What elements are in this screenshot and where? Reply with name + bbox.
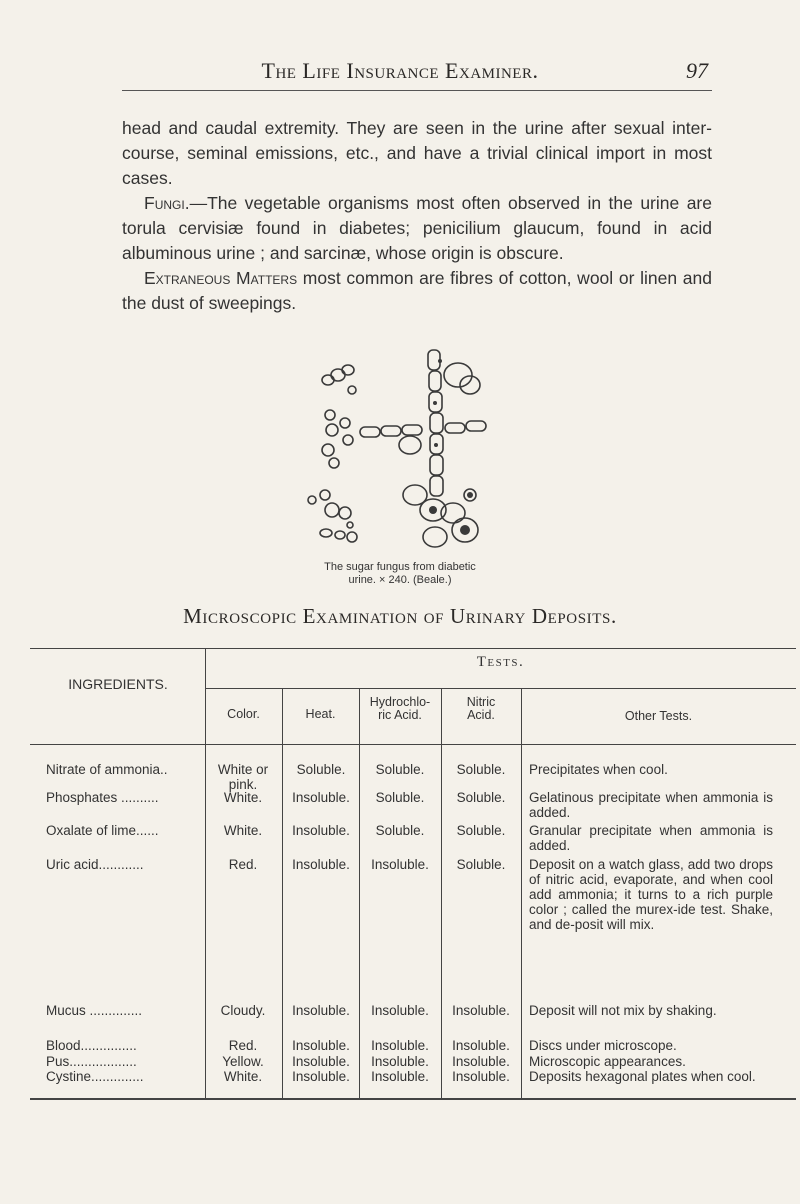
heat-cell: Insoluble. [292,790,350,805]
tests-header: Tests. [476,654,525,670]
nitric-header-line-1: Nitric [466,695,496,709]
hcl-cell: Insoluble. [371,1038,429,1053]
color-cell [205,762,281,792]
hcl-header [359,696,441,722]
other-cell: Deposit will not mix by shaking. [529,1003,717,1018]
other-cell: Deposit on a watch glass, add two drops of nitric acid, evaporate, and when cool add ammonia; it turns to a rich purple color ; called the murex-ide test. Shake, and de-posit will mix. [529,857,773,932]
ingredient-cell: Uric acid............ [46,857,144,872]
color-line-1: White or [217,762,269,777]
extraneous-text: most common are fibres of cotton, wool or linen and the dust of sweepings. [122,268,712,313]
other-cell: Granular precipitate when ammonia is added. [529,823,773,853]
hcl-cell: Insoluble. [371,1069,429,1084]
nitric-cell: Soluble. [456,857,506,872]
ingredient-cell: Nitrate of ammonia.. [46,762,168,777]
fungi-lead: Fungi. [144,193,190,213]
section-title: Microscopic Examination of Urinary Deposits. [183,604,617,628]
sugar-fungus-illustration [290,345,490,560]
ingredients-header: INGREDIENTS. [68,676,168,692]
other-tests-header: Other Tests. [624,709,693,723]
vrule-2 [282,688,283,1098]
ingredient-cell: Mucus .............. [46,1003,143,1018]
heat-cell: Insoluble. [292,857,350,872]
color-cell: White. [223,790,263,805]
table-bottom-rule [30,1098,796,1100]
paragraph-1: head and caudal extremity. They are seen in the urine after sexual inter-course, seminal emissions, etc., and have a trivial clinical import in most cases. [122,118,712,188]
heat-cell: Insoluble. [292,1038,350,1053]
extraneous-lead: Extraneous Matters [144,268,298,288]
running-header [0,58,800,88]
nitric-header-line-2: Acid. [467,708,495,722]
nitric-cell: Insoluble. [452,1038,510,1053]
header-bottom-rule [30,744,796,745]
color-cell: Red. [228,1038,258,1053]
ingredient-cell: Oxalate of lime...... [46,823,159,838]
hcl-cell: Soluble. [375,790,425,805]
ingredient-cell: Blood............... [46,1038,137,1053]
nitric-cell: Soluble. [456,762,506,777]
paragraph-extraneous [122,266,712,316]
nitric-cell: Insoluble. [452,1003,510,1018]
color-cell: White. [223,1069,263,1084]
color-cell: Yellow. [222,1054,264,1069]
hcl-cell: Insoluble. [371,1054,429,1069]
color-cell: Cloudy. [220,1003,266,1018]
ingredient-cell: Pus.................. [46,1054,137,1069]
ingredient-cell: Phosphates .......... [46,790,159,805]
other-cell: Precipitates when cool. [529,762,668,777]
table-top-rule [30,648,796,649]
header-rule [122,90,712,91]
page-number: 97 [686,58,708,83]
running-title: The Life Insurance Examiner. [261,58,539,83]
hcl-header-line-1: Hydrochlo- [369,695,431,709]
nitric-cell: Soluble. [456,823,506,838]
vrule-4 [441,688,442,1098]
hcl-cell: Insoluble. [371,857,429,872]
hcl-header-line-2: ric Acid. [378,708,422,722]
nitric-cell: Insoluble. [452,1054,510,1069]
heat-cell: Insoluble. [292,1003,350,1018]
other-cell: Discs under microscope. [529,1038,677,1053]
heat-cell: Insoluble. [292,1054,350,1069]
color-line-2: pink. [228,777,258,792]
other-cell: Gelatinous precipitate when ammonia is added. [529,790,773,820]
ingredient-cell: Cystine.............. [46,1069,144,1084]
hcl-cell: Soluble. [375,762,425,777]
caption-line-1: The sugar fungus from diabetic [324,561,476,573]
nitric-header [441,696,521,722]
vrule-3 [359,688,360,1098]
heat-cell: Insoluble. [292,1069,350,1084]
vrule-1 [205,648,206,1098]
caption-line-2: urine. × 240. (Beale.) [348,574,452,586]
heat-header: Heat. [305,707,336,721]
hcl-cell: Soluble. [375,823,425,838]
nitric-cell: Insoluble. [452,1069,510,1084]
heat-cell: Insoluble. [292,823,350,838]
vrule-5 [521,688,522,1098]
other-cell: Microscopic appearances. [529,1054,686,1069]
hcl-cell: Insoluble. [371,1003,429,1018]
fungi-text: —The vegetable organisms most often observed in the urine are torula cervisiæ found in diabetes; penicilium glaucum, found in acid albuminous urine ; and sarcinæ, whose origin is obscure. [122,193,712,263]
tests-sub-rule [205,688,796,689]
color-cell: Red. [228,857,258,872]
color-header: Color. [227,707,260,721]
figure-caption [300,561,500,587]
paragraph-fungi [122,191,712,266]
other-cell: Deposits hexagonal plates when cool. [529,1069,756,1084]
color-cell: White. [223,823,263,838]
nitric-cell: Soluble. [456,790,506,805]
heat-cell: Soluble. [296,762,346,777]
